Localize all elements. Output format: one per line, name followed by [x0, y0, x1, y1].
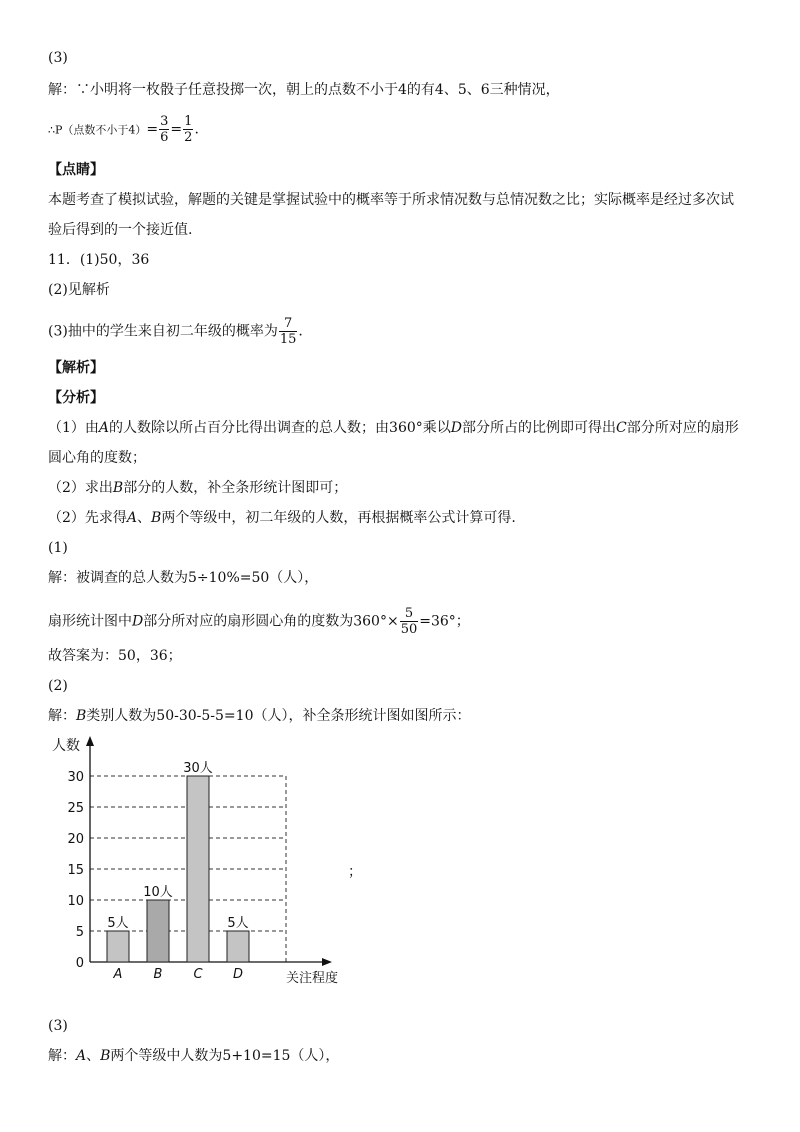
therefore-p: ∴P: [48, 123, 63, 137]
frac-num: 1: [184, 114, 193, 129]
solution-2: [48, 706, 470, 726]
analysis-1b: 圆心角的度数；: [48, 450, 146, 466]
var-a: A: [98, 420, 110, 436]
analysis-2: [48, 478, 347, 498]
answer-line: 故答案为：50，36；: [48, 648, 182, 664]
var-b: B: [151, 510, 162, 526]
category-label-a: A: [113, 967, 123, 982]
t: 部分所对应的扇形: [626, 420, 739, 436]
part-1-label: (1): [48, 540, 68, 556]
data-label-d: 5人: [227, 916, 249, 931]
bar-c: [187, 776, 209, 962]
probability-line: [48, 114, 199, 145]
t: 部分的人数，补全条形统计图即可；: [123, 480, 348, 496]
t: （2）先求得: [48, 510, 127, 526]
data-label-b: 10人: [143, 885, 173, 900]
bar-chart: [48, 730, 368, 990]
frac-num: 7: [279, 316, 298, 332]
part-3-label-b: (3): [48, 1018, 68, 1034]
y-tick-label: 5: [75, 925, 84, 940]
frac-den: 15: [279, 332, 297, 347]
bar-a: [107, 931, 129, 962]
t: 扇形统计图中: [48, 613, 132, 630]
q11-answer-3: [48, 316, 303, 347]
var-b: B: [112, 480, 124, 496]
t: 部分所占的比例即可得出: [462, 420, 617, 436]
y-tick-label: 0: [75, 956, 84, 971]
t: 解：: [48, 708, 76, 724]
fraction-3-6: [159, 114, 169, 145]
q11-answer-2: (2)见解析: [48, 282, 110, 298]
data-label-a: 5人: [107, 916, 129, 931]
var-a: A: [76, 1048, 87, 1064]
var-a: A: [126, 510, 138, 526]
bar-d: [227, 931, 249, 962]
solution-1b: [48, 606, 470, 637]
t: （1）由: [48, 420, 99, 436]
t: 两个等级中，初二年级的人数，再根据概率公式计算可得.: [161, 510, 516, 526]
frac-num: 3: [160, 114, 169, 129]
t: 部分所对应的扇形圆心角的度数为360°×: [143, 613, 399, 630]
bar-b: [147, 900, 169, 962]
var-d: D: [132, 613, 144, 630]
frac-num: 5: [400, 606, 419, 622]
t: =36°；: [419, 613, 470, 630]
jiexi-heading: 【解析】: [48, 360, 104, 376]
t: 类别人数为50-30-5-5=10（人），补全条形统计图如图所示：: [86, 708, 471, 724]
analysis-3: [48, 508, 516, 528]
condition-text: （点数不小于4）: [62, 123, 147, 137]
y-tick-label: 30: [67, 770, 84, 785]
y-tick-label: 20: [67, 832, 84, 847]
frac-den: 6: [160, 130, 169, 145]
period: .: [298, 323, 303, 340]
var-c: C: [616, 420, 627, 436]
t: 、: [86, 1048, 101, 1064]
q11-answer-1: 11．(1)50，36: [48, 252, 150, 268]
dianjing-heading: 【点睛】: [48, 162, 104, 178]
solution-3: [48, 1046, 339, 1066]
fraction-7-15: [279, 316, 298, 347]
category-label-b: B: [153, 967, 163, 982]
answer-3-text: (3)抽中的学生来自初二年级的概率为: [48, 323, 278, 340]
solution-1a: 解：被调查的总人数为5÷10%=50（人），: [48, 570, 319, 586]
t: 、: [137, 510, 152, 526]
y-tick-label: 10: [67, 894, 84, 909]
part-3-label: (3): [48, 50, 68, 66]
var-b: B: [100, 1048, 111, 1064]
var-d: D: [450, 420, 463, 436]
eq-sign-2: =: [170, 121, 183, 138]
t: 两个等级中人数为5+10=15（人），: [110, 1048, 340, 1064]
x-axis-label: 关注程度: [286, 971, 339, 986]
dianjing-text-1: 本题考查了模拟试验，解题的关键是掌握试验中的概率等于所求情况数与总情况数之比；实际概率是经过多次试: [48, 192, 734, 208]
y-tick-label: 15: [67, 863, 84, 878]
category-label-d: D: [232, 967, 244, 982]
part-2-label: (2): [48, 678, 68, 694]
dianjing-text-2: 验后得到的一个接近值.: [48, 222, 193, 238]
y-axis-arrow: [86, 736, 94, 746]
frac-den: 2: [184, 130, 193, 145]
y-tick-label: 25: [67, 801, 84, 816]
fenxi-heading: 【分析】: [48, 390, 104, 406]
t: 的人数除以所占百分比得出调查的总人数；由360°乘以: [109, 420, 451, 436]
x-axis-arrow: [322, 958, 332, 966]
fraction-5-50: [400, 606, 419, 637]
category-label-c: C: [193, 967, 203, 982]
chart-semicolon: ；: [348, 864, 362, 880]
eq-sign: =: [146, 121, 159, 138]
y-axis-label: 人数: [52, 738, 80, 754]
t: （2）求出: [48, 480, 113, 496]
var-b: B: [76, 708, 87, 724]
analysis-1a: [48, 418, 739, 438]
data-label-c: 30人: [183, 761, 213, 776]
solution-dice-line: 解：∵小明将一枚骰子任意投掷一次，朝上的点数不小于4的有4、5、6三种情况，: [48, 82, 560, 98]
frac-den: 50: [400, 622, 418, 637]
fraction-1-2: [183, 114, 193, 145]
t: 解：: [48, 1048, 76, 1064]
period: .: [194, 121, 199, 138]
